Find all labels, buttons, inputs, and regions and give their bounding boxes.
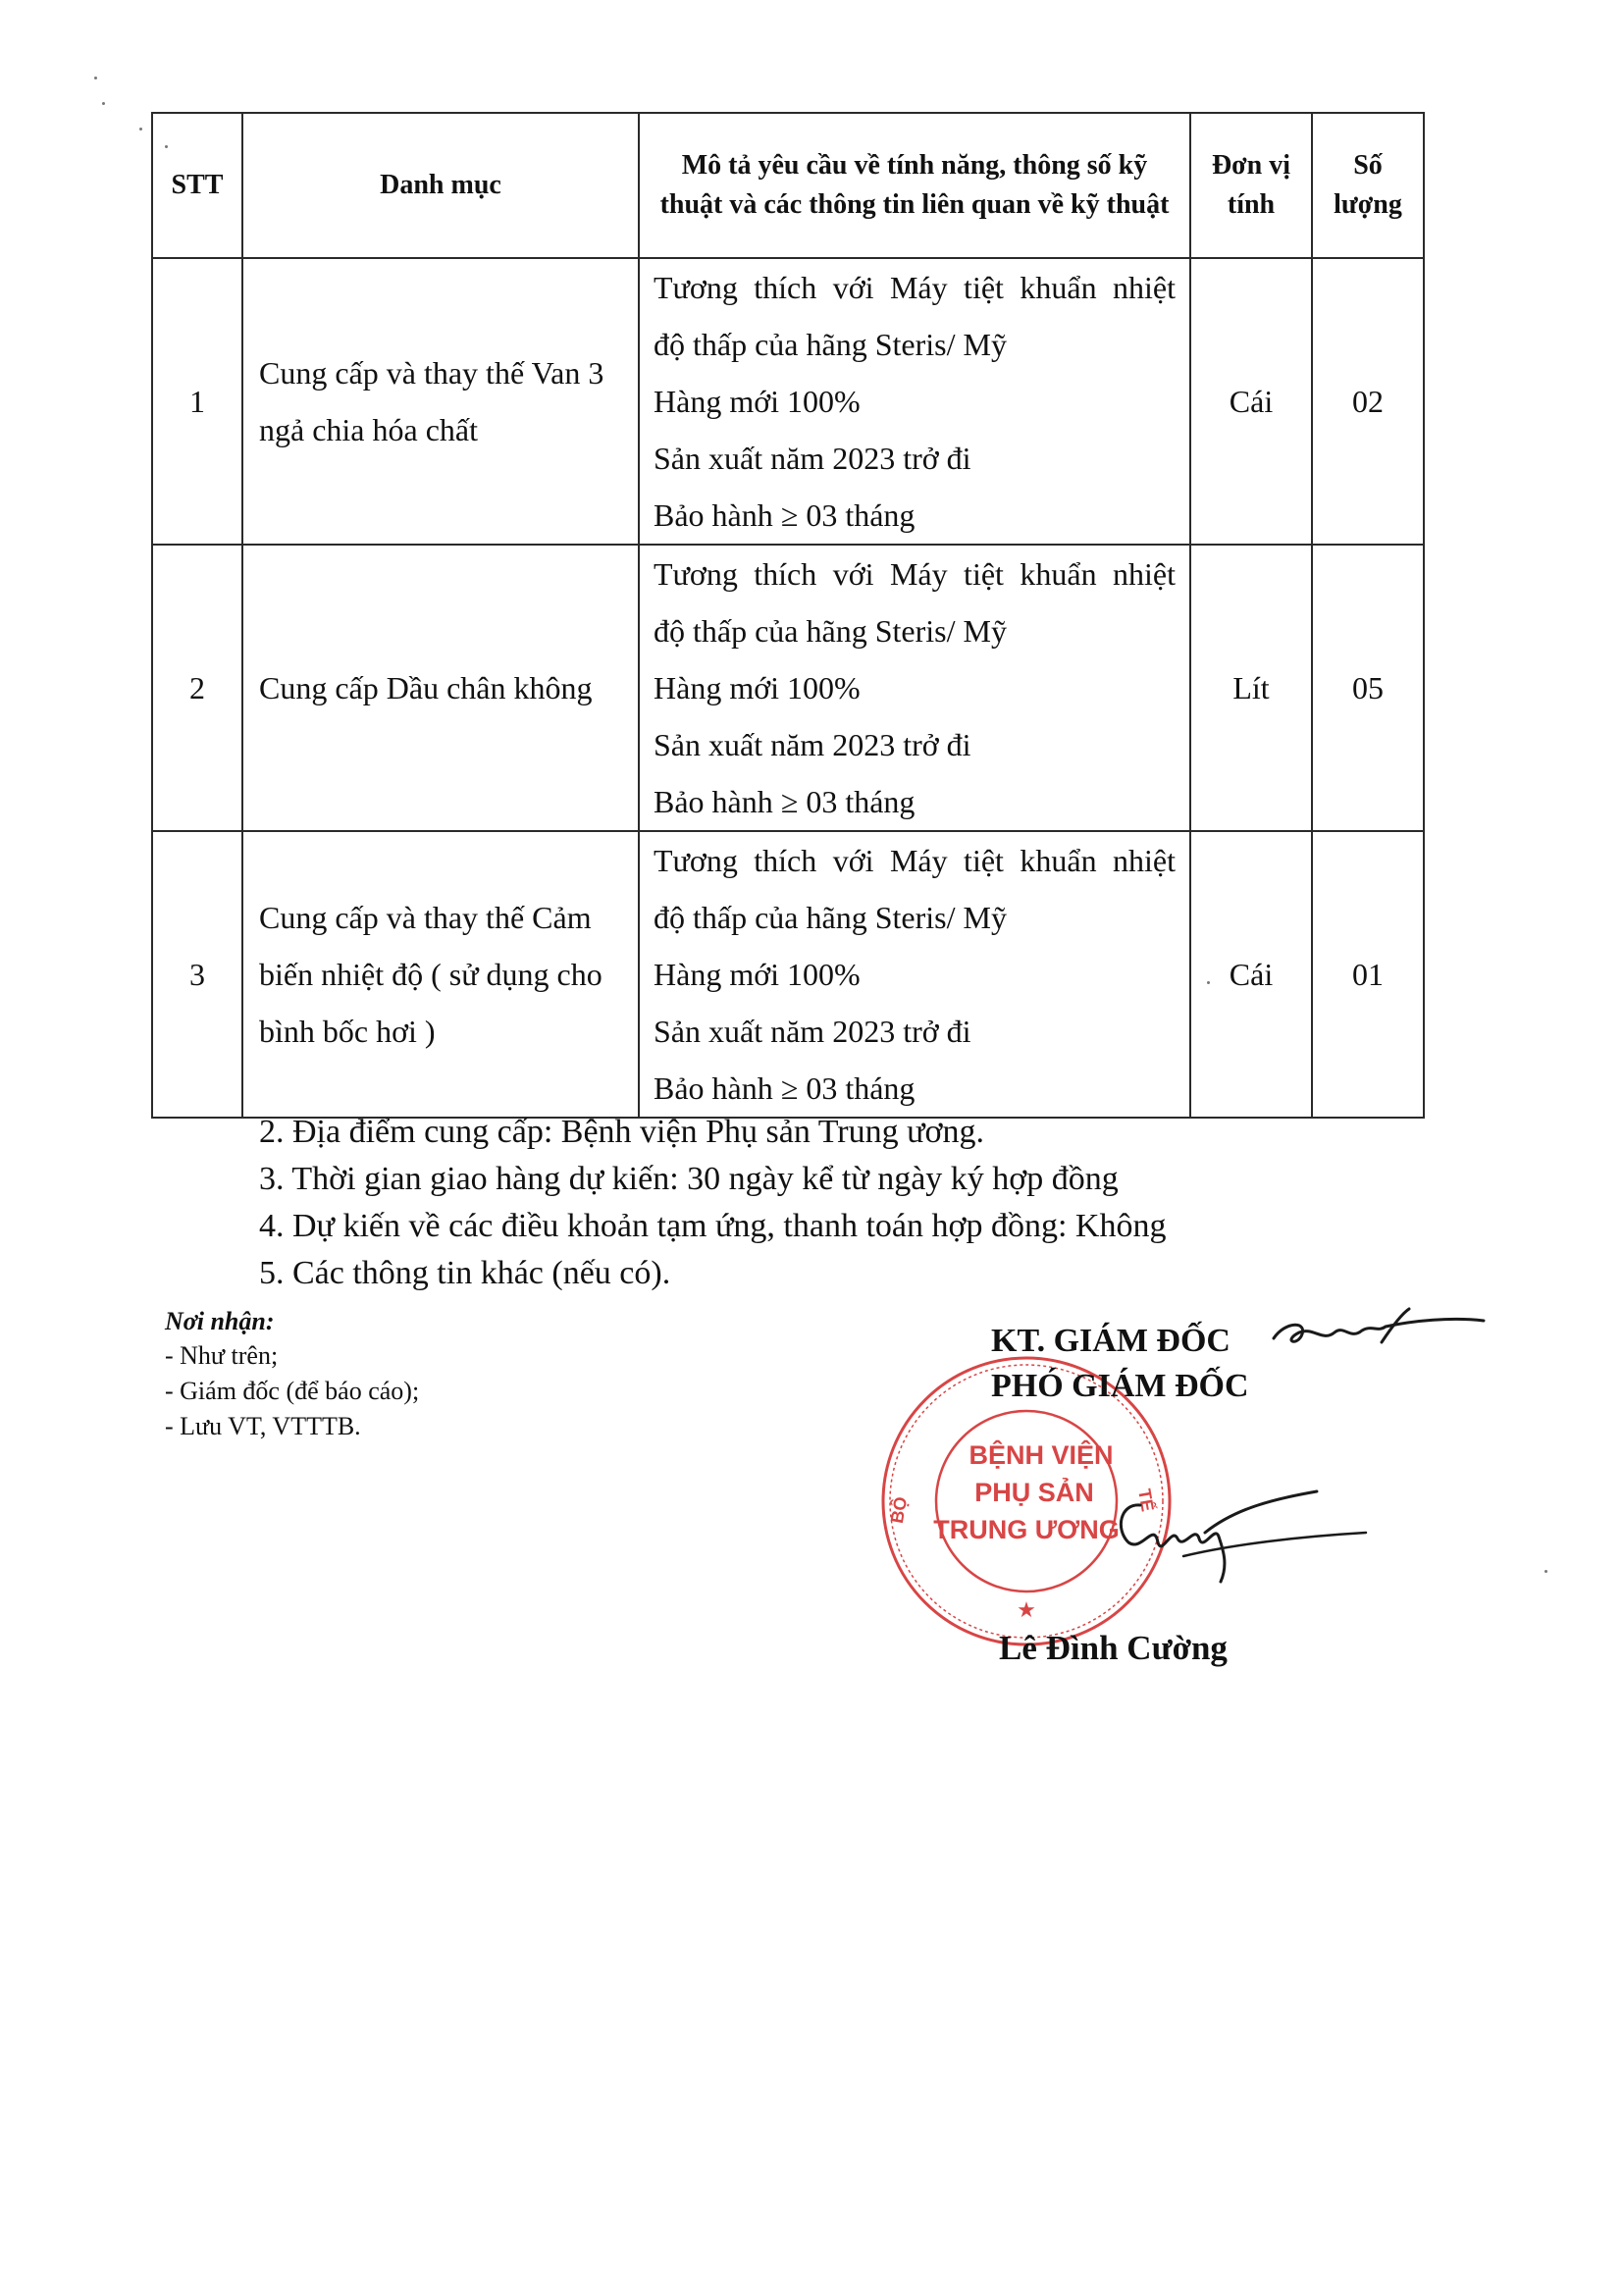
col-header-stt: STT (152, 113, 242, 258)
row-stt: 3 (152, 831, 242, 1118)
note-item: 5. Các thông tin khác (nếu có). (259, 1255, 671, 1291)
desc-line: Tương thích với Máy tiệt khuẩn nhiệt (654, 556, 1176, 592)
signature-title-line1: KT. GIÁM ĐỐC (991, 1323, 1230, 1359)
table-row (152, 831, 1424, 1118)
requirements-table (151, 112, 1425, 1119)
row-stt: 1 (152, 258, 242, 545)
stamp-line: PHỤ SẢN (974, 1478, 1094, 1507)
row-description (639, 258, 1190, 545)
desc-line: Hàng mới 100% (654, 957, 861, 992)
col-header-description: Mô tả yêu cầu về tính năng, thông số kỹ thuật và các thông tin liên quan về kỹ thuật (639, 113, 1190, 258)
notes-list (259, 1109, 1166, 1297)
row-description (639, 831, 1190, 1118)
desc-line: Bảo hành ≥ 03 tháng (654, 497, 916, 533)
row-stt: 2 (152, 545, 242, 831)
col-header-quantity: Số lượng (1312, 113, 1424, 258)
row-unit: Lít (1190, 545, 1312, 831)
table-header-row (152, 113, 1424, 258)
stamp-side-text: TẾ (1134, 1487, 1158, 1514)
scan-speck (94, 77, 97, 79)
row-quantity: 05 (1312, 545, 1424, 831)
recipients-block (165, 1305, 419, 1444)
signer-name: Lê Đình Cường (999, 1629, 1228, 1667)
row-quantity: 01 (1312, 831, 1424, 1118)
signature-title-line2: PHÓ GIÁM ĐỐC (991, 1368, 1249, 1404)
desc-line: độ thấp của hãng Steris/ Mỹ (654, 900, 1007, 935)
recipient-item: - Như trên; (165, 1341, 279, 1370)
desc-line: Sản xuất năm 2023 trở đi (654, 1014, 971, 1049)
scan-speck (102, 102, 105, 105)
scan-speck (1544, 1570, 1547, 1573)
row-description (639, 545, 1190, 831)
col-header-unit: Đơn vị tính (1190, 113, 1312, 258)
stamp-line: BỆNH VIỆN (969, 1440, 1114, 1470)
recipient-item: - Lưu VT, VTTTB. (165, 1412, 361, 1440)
note-item: 3. Thời gian giao hàng dự kiến: 30 ngày kể từ ngày ký hợp đồng (259, 1161, 1119, 1197)
desc-line: Tương thích với Máy tiệt khuẩn nhiệt (654, 270, 1176, 305)
table-row (152, 545, 1424, 831)
desc-line: Bảo hành ≥ 03 tháng (654, 784, 916, 819)
desc-line: độ thấp của hãng Steris/ Mỹ (654, 613, 1007, 649)
recipient-item: - Giám đốc (để báo cáo); (165, 1377, 420, 1405)
recipients-title: Nơi nhận: (165, 1307, 275, 1335)
note-item: 4. Dự kiến về các điều khoản tạm ứng, thanh toán hợp đồng: Không (259, 1208, 1167, 1244)
row-category: Cung cấp Dầu chân không (242, 545, 639, 831)
handwritten-signature (1107, 1478, 1372, 1595)
desc-line: Sản xuất năm 2023 trở đi (654, 441, 971, 476)
row-unit: Cái (1190, 831, 1312, 1118)
desc-line: Bảo hành ≥ 03 tháng (654, 1070, 916, 1106)
scan-speck (139, 128, 142, 130)
row-quantity: 02 (1312, 258, 1424, 545)
stamp-star-icon: ★ (1017, 1597, 1036, 1622)
row-category: Cung cấp và thay thế Cảm biến nhiệt độ ( sử dụng cho bình bốc hơi ) (242, 831, 639, 1118)
note-item: 2. Địa điểm cung cấp: Bệnh viện Phụ sản Trung ương. (259, 1114, 985, 1150)
stamp-line: TRUNG ƯƠNG (933, 1515, 1120, 1544)
row-unit: Cái (1190, 258, 1312, 545)
row-category: Cung cấp và thay thế Van 3 ngả chia hóa chất (242, 258, 639, 545)
initial-mark (1266, 1303, 1492, 1362)
stamp-side-text: BỘ (886, 1494, 912, 1525)
desc-line: Hàng mới 100% (654, 670, 861, 705)
desc-line: Hàng mới 100% (654, 384, 861, 419)
desc-line: độ thấp của hãng Steris/ Mỹ (654, 327, 1007, 362)
desc-line: Sản xuất năm 2023 trở đi (654, 727, 971, 762)
desc-line: Tương thích với Máy tiệt khuẩn nhiệt (654, 843, 1176, 878)
col-header-category: Danh mục (242, 113, 639, 258)
table-row (152, 258, 1424, 545)
